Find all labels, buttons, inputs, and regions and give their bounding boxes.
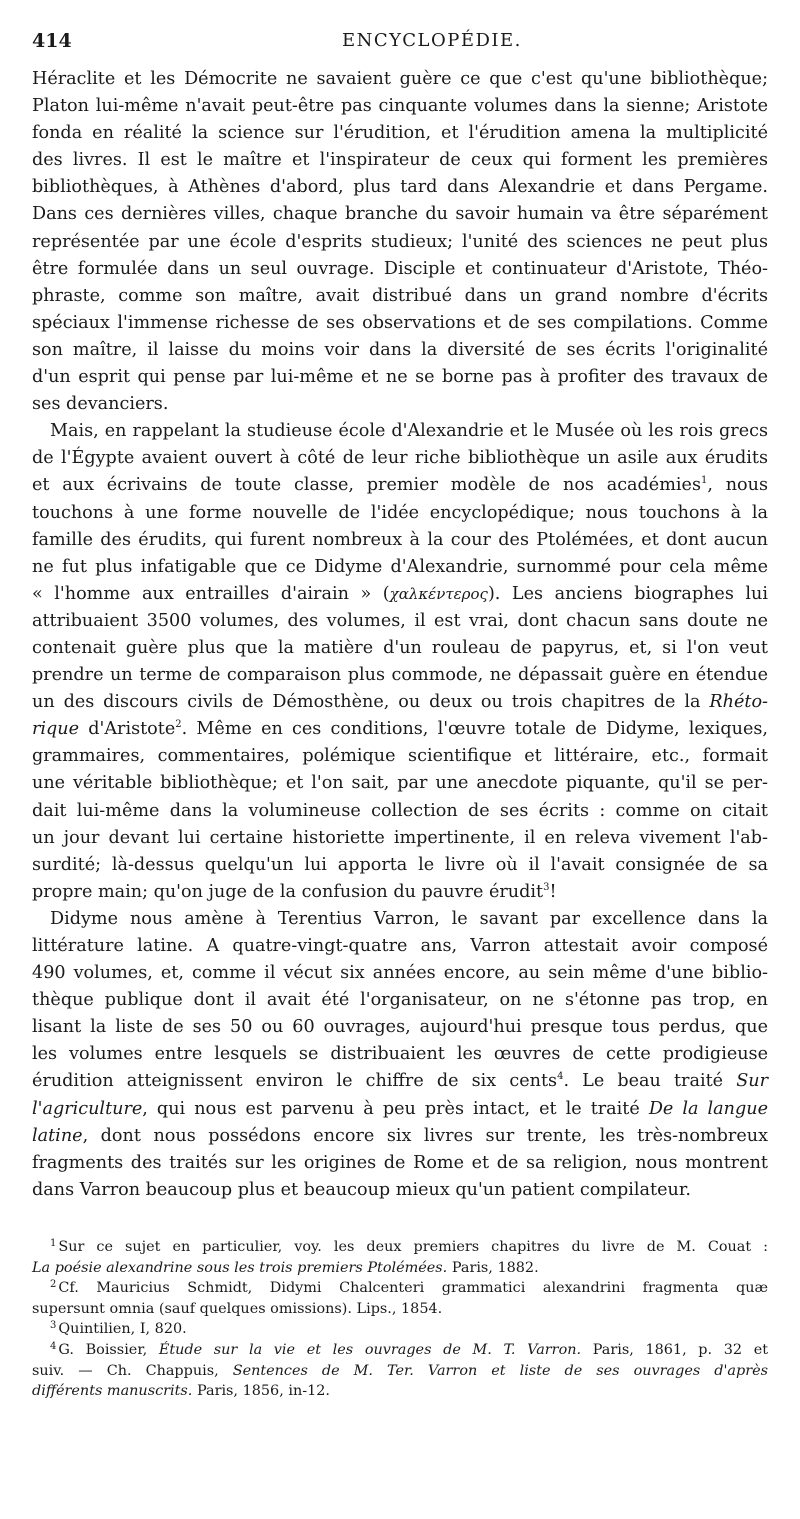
text-segment: ). Les anciens biographes lui — [487, 583, 768, 604]
text-segment: et aux écrivains de toute classe, premier modèle de nos académies — [32, 475, 701, 496]
text-segment: un des discours civils de Démosthène, ou deux ou trois chapitres de la — [32, 692, 710, 713]
footnote-number: 3 — [50, 1320, 57, 1332]
running-title: ENCYCLOPÉDIE. — [342, 30, 522, 51]
text-segment: propre main; qu'on juge de la confusion du pauvre érudit — [32, 881, 544, 902]
footnote-number: 4 — [50, 1340, 57, 1352]
italic-title: Sur — [736, 1071, 768, 1092]
text-line — [32, 1123, 768, 1150]
footnote-line — [32, 1237, 768, 1258]
text-line: Platon lui-même n'avait peut-être pas cinquante volumes dans la sienne; Aristote — [32, 96, 768, 117]
text-segment: , dont nous possédons encore six livres sur trente, les très-nombreux — [82, 1125, 768, 1146]
text-segment: Quintilien, I, 820. — [58, 1321, 187, 1338]
text-line: lisant la liste de ses 50 ou 60 ouvrages, aujourd'hui presque tous perdus, que — [32, 1017, 768, 1038]
italic-title: l'agriculture — [32, 1098, 143, 1119]
footnote-line — [32, 1361, 768, 1382]
text-line: bibliothèques, à Athènes d'abord, plus tard dans Alexandrie et dans Pergame. — [32, 177, 768, 198]
text-line — [32, 879, 768, 906]
text-segment: . Le beau traité — [563, 1071, 737, 1092]
text-segment: érudition atteignissent environ le chiffre de six cents — [32, 1071, 558, 1092]
text-line: attribuaient 3500 volumes, des volumes, il est vrai, dont chacun sans doute ne — [32, 610, 768, 631]
text-line: ne fut plus infatigable que ce Didyme d'Alexandrie, surnommé pour cela même — [32, 556, 768, 577]
text-segment: ! — [549, 881, 557, 902]
note-ref: 2 — [175, 719, 182, 731]
text-segment: Cf. Mauricius Schmidt, Didymi Chalcenteri grammatici alexandrini fragmenta quæ — [58, 1280, 768, 1297]
text-line: dait lui-même dans la volumineuse collection de ses écrits : comme on citait — [32, 800, 768, 821]
text-line: ses devanciers. — [32, 394, 169, 415]
text-line: son maître, il laisse du moins voir dans la diversité de ses écrits l'originalité — [32, 339, 768, 360]
text-line: fonda en réalité la science sur l'érudition, et l'érudition amena la multiplicité — [32, 123, 768, 144]
text-line: surdité; là-dessus quelqu'un lui apporta le livre où il l'avait consignée de sa — [32, 854, 768, 875]
text-line — [32, 472, 768, 499]
text-line: contenait guère plus que la matière d'un rouleau de papyrus, et, si l'on veut — [32, 637, 768, 658]
text-line: Didyme nous amène à Terentius Varron, le savant par excellence dans la — [50, 908, 768, 929]
footnote-line — [32, 1340, 768, 1361]
text-line — [32, 1068, 768, 1095]
italic-title: La poésie alexandrine sous les trois premiers Ptolémées. — [32, 1259, 448, 1276]
italic-title: rique — [32, 719, 80, 740]
text-line: touchons à une forme nouvelle de l'idée encyclopédique; nous touchons à la — [32, 502, 768, 523]
greek-word: χαλκέντερος — [389, 584, 488, 603]
text-line: littérature latine. A quatre-vingt-quatre ans, Varron attestait avoir composé — [32, 936, 768, 956]
footnotes — [32, 1237, 768, 1402]
text-line: Mais, en rappelant la studieuse école d'Alexandrie et le Musée où les rois grecs — [50, 421, 768, 442]
text-line — [32, 689, 768, 716]
text-line — [32, 716, 768, 743]
italic-title: Étude sur la vie et les ouvrages de M. T. Varron. — [158, 1341, 582, 1358]
text-line — [32, 581, 768, 608]
text-segment: Sur ce sujet en particulier, voy. les deux premiers chapitres du livre de M. Couat : — [58, 1239, 768, 1255]
text-line: 490 volumes, et, comme il vécut six années encore, au sein même d'une biblio- — [32, 963, 768, 984]
text-line: représentée par une école d'esprits studieux; l'unité des sciences ne peut plus — [32, 231, 768, 252]
page-number: 414 — [32, 30, 72, 52]
text-line: grammaires, commentaires, polémique scientifique et littéraire, etc., formait — [32, 746, 768, 767]
text-segment: suiv. — Ch. Chappuis, — [32, 1362, 233, 1379]
text-line: une véritable bibliothèque; et l'on sait, par une anecdote piquante, qu'il se per- — [32, 773, 768, 794]
text-line: un jour devant lui certaine historiette impertinente, il en releva vivement l'ab- — [32, 827, 768, 848]
text-line: les volumes entre lesquels se distribuaient les œuvres de cette prodigieuse — [32, 1044, 768, 1065]
text-line: spéciaux l'immense richesse de ses observations et de ses compilations. Comme — [32, 312, 768, 333]
text-line: des livres. Il est le maître et l'inspirateur de ceux qui forment les premières — [32, 150, 768, 171]
note-ref: 1 — [700, 475, 708, 487]
text-segment: , nous — [707, 475, 769, 496]
footnote-line — [32, 1278, 768, 1299]
italic-title: latine — [32, 1125, 83, 1146]
text-line: phraste, comme son maître, avait distribué dans un grand nombre d'écrits — [32, 285, 768, 306]
footnote-line — [32, 1319, 768, 1340]
note-ref: 4 — [557, 1071, 564, 1083]
text-segment: Paris, 1882. — [447, 1259, 539, 1276]
footnote-number: 1 — [50, 1238, 57, 1249]
text-line: thèque publique dont il avait été l'organisateur, on ne s'étonne pas trop, en — [32, 990, 768, 1011]
text-segment: « l'homme aux entrailles d'airain » ( — [32, 583, 390, 604]
text-line — [32, 1096, 768, 1123]
text-line: dans Varron beaucoup plus et beaucoup mieux qu'un patient compilateur. — [32, 1179, 691, 1200]
text-line: Dans ces dernières villes, chaque branche du savoir humain va être séparément — [32, 204, 768, 225]
body-text — [32, 66, 768, 1204]
text-segment: , qui nous est parvenu à peu près intact, et le traité — [142, 1098, 649, 1119]
text-line: d'un esprit qui pense par lui-même et ne se borne pas à profiter des travaux de — [32, 367, 768, 388]
footnote-line — [32, 1258, 768, 1279]
text-line: Héraclite et les Démocrite ne savaient guère ce que c'est qu'une bibliothèque; — [32, 69, 768, 89]
page-header — [30, 30, 770, 60]
italic-title: différents manuscrits. — [32, 1383, 193, 1400]
footnote-line — [32, 1381, 768, 1402]
text-line: fragments des traités sur les origines de Rome et de sa religion, nous montrent — [32, 1152, 768, 1173]
text-segment: Paris, 1861, p. 32 et — [581, 1341, 768, 1358]
italic-title: Sentences de M. Ter. Varron et liste de ses ouvrages d'après — [232, 1362, 768, 1379]
italic-title: Rhéto- — [709, 692, 768, 713]
footnote-number: 2 — [50, 1279, 57, 1291]
text-line: famille des érudits, qui furent nombreux à la cour des Ptolémées, et dont aucun — [32, 529, 768, 550]
footnote-line: supersunt omnia (sauf quelques omissions). Lips., 1854. — [32, 1300, 443, 1317]
text-line: prendre un terme de comparaison plus commode, ne dépassait guère en étendue — [32, 665, 768, 686]
italic-title: De la langue — [648, 1098, 768, 1119]
text-line: de l'Égypte avaient ouvert à côté de leur riche bibliothèque un asile aux érudits — [32, 448, 768, 469]
text-segment: Paris, 1856, in-12. — [192, 1383, 330, 1400]
text-segment: d'Aristote — [79, 719, 176, 740]
text-segment: . Même en ces conditions, l'œuvre totale de Didyme, lexiques, — [181, 719, 769, 740]
text-line: être formulée dans un seul ouvrage. Disciple et continuateur d'Aristote, Théo- — [32, 258, 768, 279]
text-segment: G. Boissier, — [58, 1341, 159, 1358]
note-ref: 3 — [543, 881, 550, 893]
